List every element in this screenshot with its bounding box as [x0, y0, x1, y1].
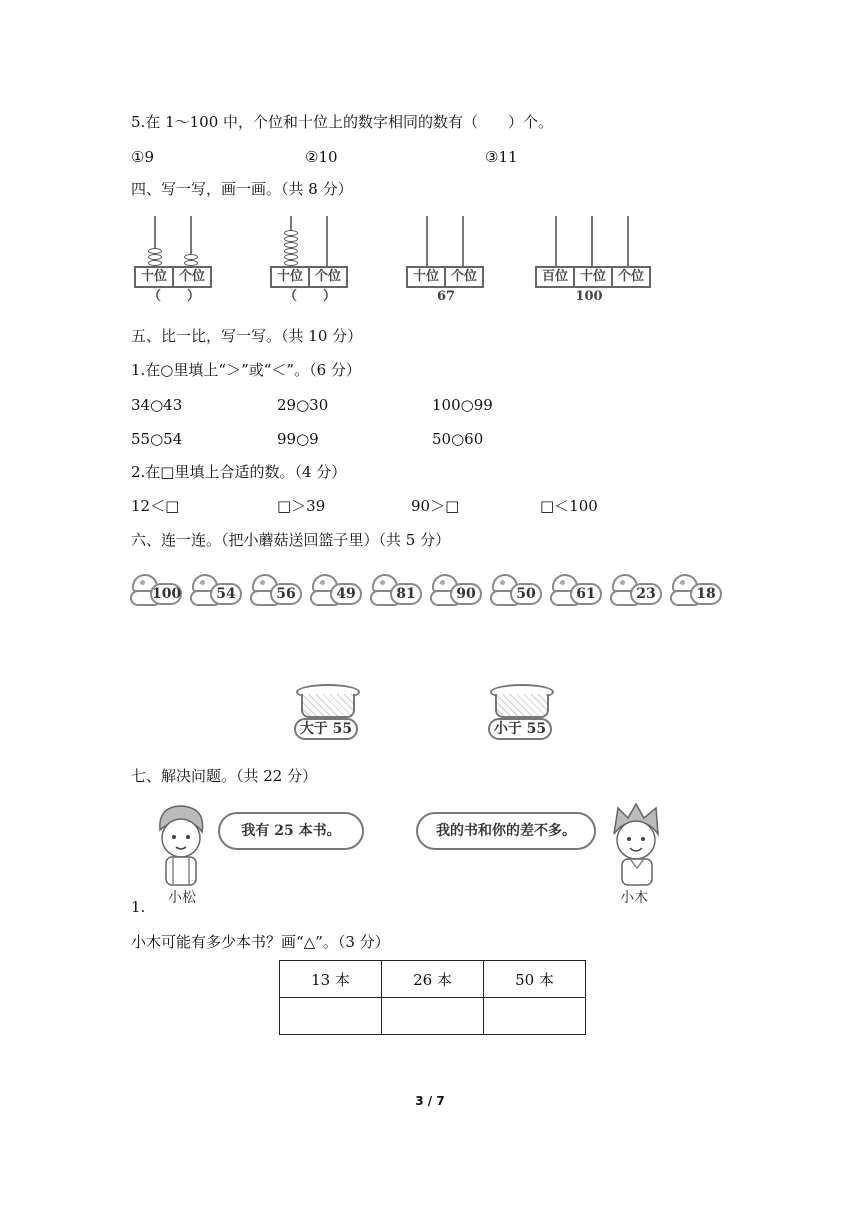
mushroom-18[interactable]	[670, 574, 724, 608]
table-header-cell: 13 本	[280, 961, 382, 998]
place-label: 十位	[408, 268, 446, 286]
mushroom-number: 90	[450, 583, 482, 605]
answer-cell[interactable]	[280, 998, 382, 1035]
place-label: 十位	[575, 268, 613, 286]
option-1: ①9	[131, 148, 154, 166]
abacus-2	[270, 216, 350, 310]
mushroom-number: 50	[510, 583, 542, 605]
place-label: 个位	[617, 269, 644, 284]
abacus-number: 100	[575, 289, 603, 304]
abacus-number: 67	[436, 289, 456, 304]
compare-item: 50○60	[432, 430, 484, 448]
table-header-cell: 50 本	[484, 961, 586, 998]
option-3: ③11	[485, 148, 518, 166]
compare-item: 100○99	[432, 396, 493, 414]
compare-item: 99○9	[277, 430, 319, 448]
mushroom-100[interactable]	[130, 574, 184, 608]
answer-cell[interactable]	[484, 998, 586, 1035]
mushroom-number: 54	[210, 583, 242, 605]
mushroom-number: 61	[570, 583, 602, 605]
mushroom-49[interactable]	[310, 574, 364, 608]
speech-bubble-left: 我有 25 本书。	[218, 812, 364, 850]
fill-item: □＜100	[540, 497, 598, 515]
place-label: 十位	[136, 268, 174, 286]
answer-blank: （ ）	[283, 289, 336, 304]
mushroom-56[interactable]	[250, 574, 304, 608]
boy-icon	[600, 800, 674, 892]
mushroom-number: 100	[150, 583, 182, 605]
place-label: 百位	[537, 268, 575, 286]
mushroom-54[interactable]	[190, 574, 244, 608]
section-6-heading: 六、连一连。（把小蘑菇送回篮子里）（共 5 分）	[131, 531, 451, 549]
mushroom-number: 49	[330, 583, 362, 605]
abacus-1	[134, 216, 214, 310]
fill-item: 12＜□	[131, 497, 180, 515]
compare-item: 29○30	[277, 396, 329, 414]
answer-table	[279, 960, 586, 1035]
mushroom-23[interactable]	[610, 574, 664, 608]
question-text: 小木可能有多少本书？画“△”。（3 分）	[131, 933, 390, 951]
basket-label: 大于 55	[294, 718, 358, 740]
place-label: 十位	[272, 268, 310, 286]
mushroom-number: 23	[630, 583, 662, 605]
place-label: 个位	[450, 269, 477, 284]
mushroom-61[interactable]	[550, 574, 604, 608]
place-label: 个位	[314, 269, 341, 284]
mushroom-number: 81	[390, 583, 422, 605]
place-label: 个位	[178, 269, 205, 284]
mushroom-number: 18	[690, 583, 722, 605]
option-2: ②10	[305, 148, 338, 166]
mushroom-50[interactable]	[490, 574, 544, 608]
mushroom-81[interactable]	[370, 574, 424, 608]
fill-item: □＞39	[277, 497, 326, 515]
question-number: 1.	[131, 898, 146, 916]
page-number: 3 / 7	[415, 1094, 445, 1108]
kid-right-name: 小木	[620, 890, 648, 906]
answer-blank: （ ）	[147, 289, 200, 304]
abacus-3	[406, 216, 486, 310]
mushroom-90[interactable]	[430, 574, 484, 608]
sub1-title: 1.在○里填上“＞”或“＜”。（6 分）	[131, 361, 361, 379]
kid-left-name: 小松	[168, 890, 196, 906]
basket-label: 小于 55	[488, 718, 552, 740]
compare-item: 55○54	[131, 430, 183, 448]
answer-cell[interactable]	[382, 998, 484, 1035]
basket-greater[interactable]	[296, 684, 360, 744]
section-7-heading: 七、解决问题。（共 22 分）	[131, 767, 318, 785]
kid-left-illustration	[146, 800, 216, 908]
sub2-title: 2.在□里填上合适的数。（4 分）	[131, 463, 347, 481]
section-5-heading: 五、比一比，写一写。（共 10 分）	[131, 327, 363, 345]
table-header-cell: 26 本	[382, 961, 484, 998]
mushroom-number: 56	[270, 583, 302, 605]
section-4-heading: 四、写一写，画一画。（共 8 分）	[131, 180, 353, 198]
question-5: 5.在 1～100 中，个位和十位上的数字相同的数有（ ）个。	[131, 113, 554, 131]
speech-bubble-right: 我的书和你的差不多。	[416, 812, 596, 850]
abacus-4	[535, 216, 651, 310]
compare-item: 34○43	[131, 396, 183, 414]
fill-item: 90＞□	[411, 497, 460, 515]
kid-right-illustration	[600, 800, 674, 908]
boy-icon	[146, 800, 216, 892]
basket-less[interactable]	[490, 684, 554, 744]
